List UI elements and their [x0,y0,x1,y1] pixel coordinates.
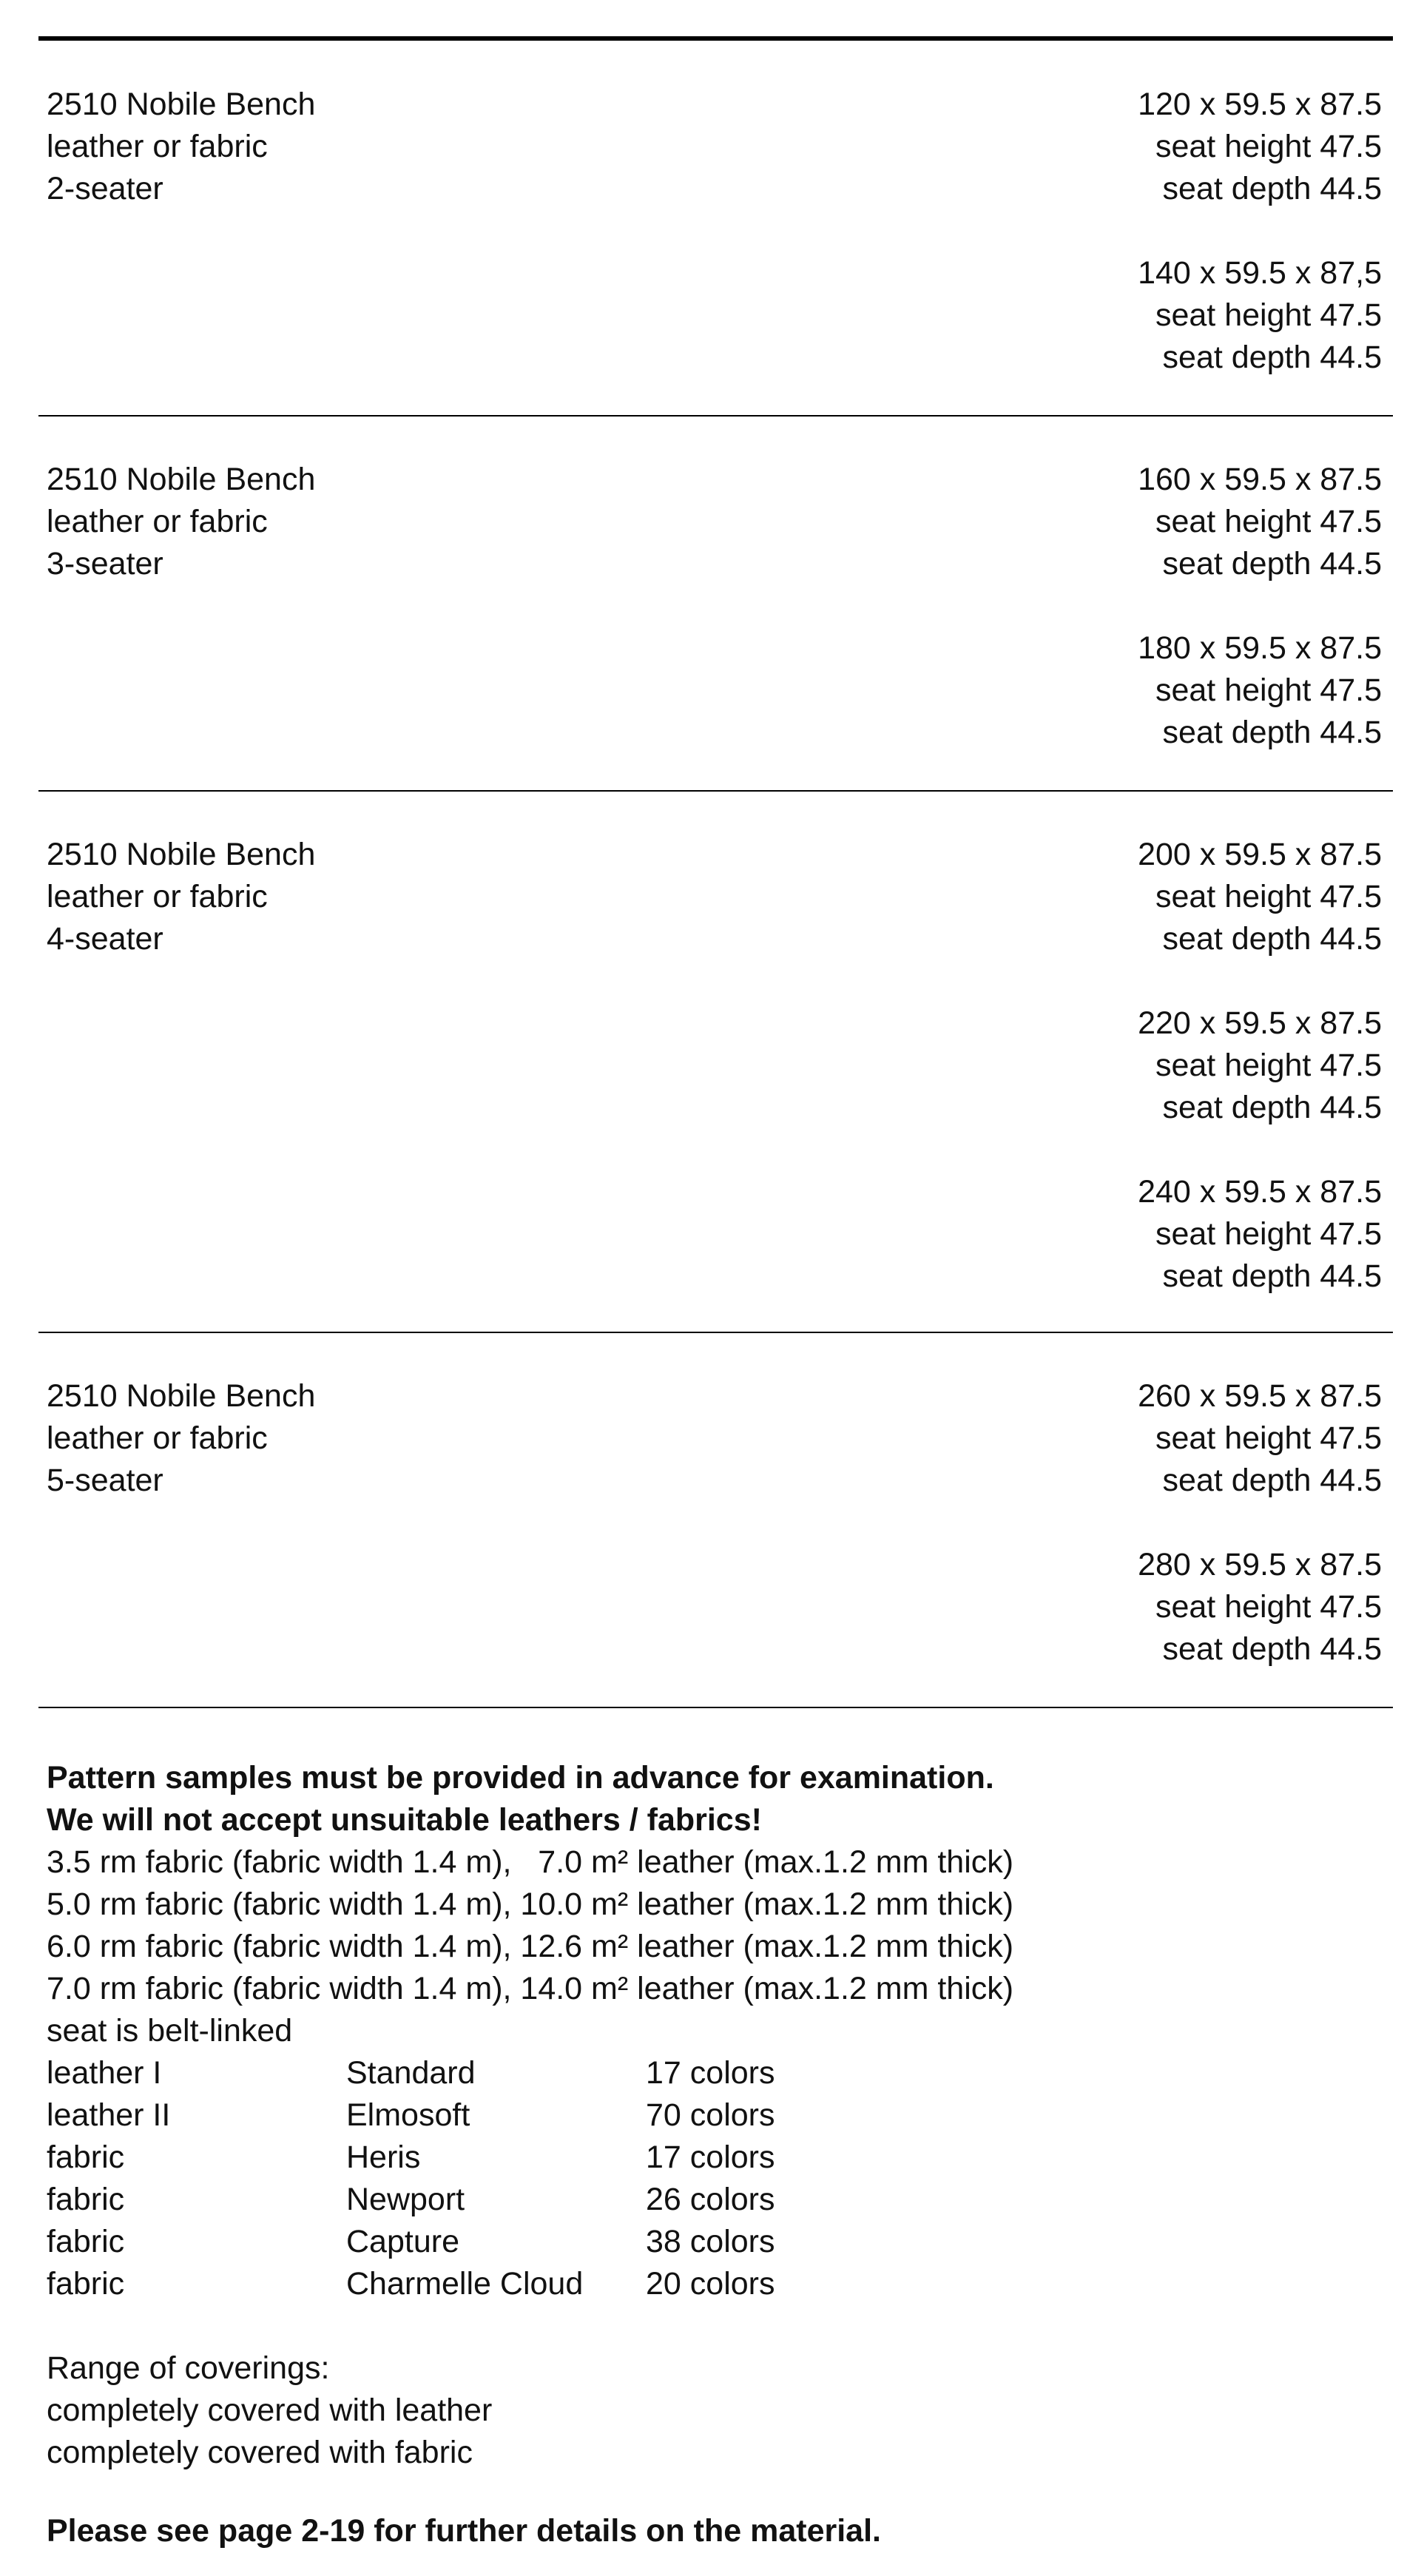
size-dims: 160 x 59.5 x 87.5 [1138,462,1382,497]
material-name: Charmelle Cloud [346,2266,584,2302]
product-info [47,84,315,210]
product-name: 2510 Nobile Bench [47,1378,316,1414]
size-dims: 180 x 59.5 x 87.5 [1138,630,1382,666]
product-material: leather or fabric [47,879,268,914]
size-dims: 220 x 59.5 x 87.5 [1138,1005,1382,1041]
product-material: leather or fabric [47,129,268,164]
dimensions [1138,1375,1382,1670]
material-row [47,2052,1378,2094]
material-type: fabric [47,2224,125,2259]
material-notes [47,1757,1378,2474]
product-seats: 5-seater [47,1463,163,1498]
material-colors: 17 colors [646,2055,775,2091]
product-name: 2510 Nobile Bench [47,837,316,872]
seat-depth: seat depth 44.5 [1162,340,1382,375]
size-option [1138,1375,1382,1502]
product-name: 2510 Nobile Bench [47,462,316,497]
size-option [1138,84,1382,210]
material-colors: 17 colors [646,2140,775,2175]
covering-option: completely covered with leather [47,2393,493,2428]
seat-depth: seat depth 44.5 [1162,171,1382,206]
sample-warning: Pattern samples must be provided in advance for examination. [47,1760,994,1796]
material-colors: 20 colors [646,2266,775,2302]
requirement-line: 3.5 rm fabric (fabric width 1.4 m), 7.0 m² leather (max.1.2 mm thick) [47,1844,1014,1880]
product-info [47,834,315,960]
material-type: fabric [47,2266,125,2302]
dimensions [1138,834,1382,1298]
product-seats: 4-seater [47,921,163,957]
size-dims: 240 x 59.5 x 87.5 [1138,1174,1382,1210]
acceptance-warning: We will not accept unsuitable leathers / fabrics! [47,1802,762,1838]
material-name: Heris [346,2140,421,2175]
material-row [47,2137,1378,2179]
seat-height: seat height 47.5 [1155,297,1382,333]
seat-height: seat height 47.5 [1155,129,1382,164]
material-name: Capture [346,2224,459,2259]
material-name: Elmosoft [346,2097,470,2133]
size-option [1138,1544,1382,1670]
requirement-line: 6.0 rm fabric (fabric width 1.4 m), 12.6 m² leather (max.1.2 mm thick) [47,1929,1014,1964]
top-rule [38,36,1393,41]
size-dims: 280 x 59.5 x 87.5 [1138,1547,1382,1582]
product-material: leather or fabric [47,1420,268,1456]
material-row [47,2221,1378,2263]
seat-height: seat height 47.5 [1155,672,1382,708]
material-row [47,2094,1378,2137]
material-name: Standard [346,2055,476,2091]
section-divider [38,1332,1393,1333]
size-dims: 120 x 59.5 x 87.5 [1138,87,1382,122]
size-option [1138,1002,1382,1129]
seat-height: seat height 47.5 [1155,879,1382,914]
product-seats: 2-seater [47,171,163,206]
seat-depth: seat depth 44.5 [1162,1090,1382,1125]
seat-height: seat height 47.5 [1155,1420,1382,1456]
material-type: leather II [47,2097,171,2133]
seat-depth: seat depth 44.5 [1162,1258,1382,1294]
materials-table [47,2052,1378,2305]
material-row [47,2263,1378,2305]
material-type: leather I [47,2055,162,2091]
product-info [47,459,315,585]
size-option [1138,252,1382,379]
material-colors: 70 colors [646,2097,775,2133]
seat-height: seat height 47.5 [1155,1589,1382,1625]
size-option [1138,627,1382,754]
material-colors: 38 colors [646,2224,775,2259]
size-option [1138,459,1382,585]
seat-depth: seat depth 44.5 [1162,546,1382,581]
dimensions [1138,84,1382,379]
covering-option: completely covered with fabric [47,2435,473,2470]
section-divider [38,1707,1393,1708]
seat-height: seat height 47.5 [1155,1216,1382,1252]
size-dims: 140 x 59.5 x 87,5 [1138,255,1382,291]
seat-depth: seat depth 44.5 [1162,1631,1382,1667]
seat-depth: seat depth 44.5 [1162,1463,1382,1498]
section-divider [38,415,1393,417]
size-option [1138,1171,1382,1298]
footer-note: Please see page 2-19 for further details on the material. [47,2513,881,2549]
dimensions [1138,459,1382,754]
seat-height: seat height 47.5 [1155,504,1382,539]
product-info [47,1375,315,1502]
size-option [1138,834,1382,960]
belt-note: seat is belt-linked [47,2013,293,2049]
material-colors: 26 colors [646,2182,775,2217]
seat-depth: seat depth 44.5 [1162,715,1382,750]
seat-depth: seat depth 44.5 [1162,921,1382,957]
spacer [47,2305,1378,2347]
material-type: fabric [47,2182,125,2217]
requirement-line: 7.0 rm fabric (fabric width 1.4 m), 14.0 m² leather (max.1.2 mm thick) [47,1971,1014,2006]
material-type: fabric [47,2140,125,2175]
product-material: leather or fabric [47,504,268,539]
requirement-line: 5.0 rm fabric (fabric width 1.4 m), 10.0 m² leather (max.1.2 mm thick) [47,1887,1014,1922]
size-dims: 260 x 59.5 x 87.5 [1138,1378,1382,1414]
section-divider [38,790,1393,792]
coverings-title: Range of coverings: [47,2350,330,2386]
product-name: 2510 Nobile Bench [47,87,316,122]
material-name: Newport [346,2182,465,2217]
size-dims: 200 x 59.5 x 87.5 [1138,837,1382,872]
material-row [47,2179,1378,2221]
product-seats: 3-seater [47,546,163,581]
seat-height: seat height 47.5 [1155,1048,1382,1083]
